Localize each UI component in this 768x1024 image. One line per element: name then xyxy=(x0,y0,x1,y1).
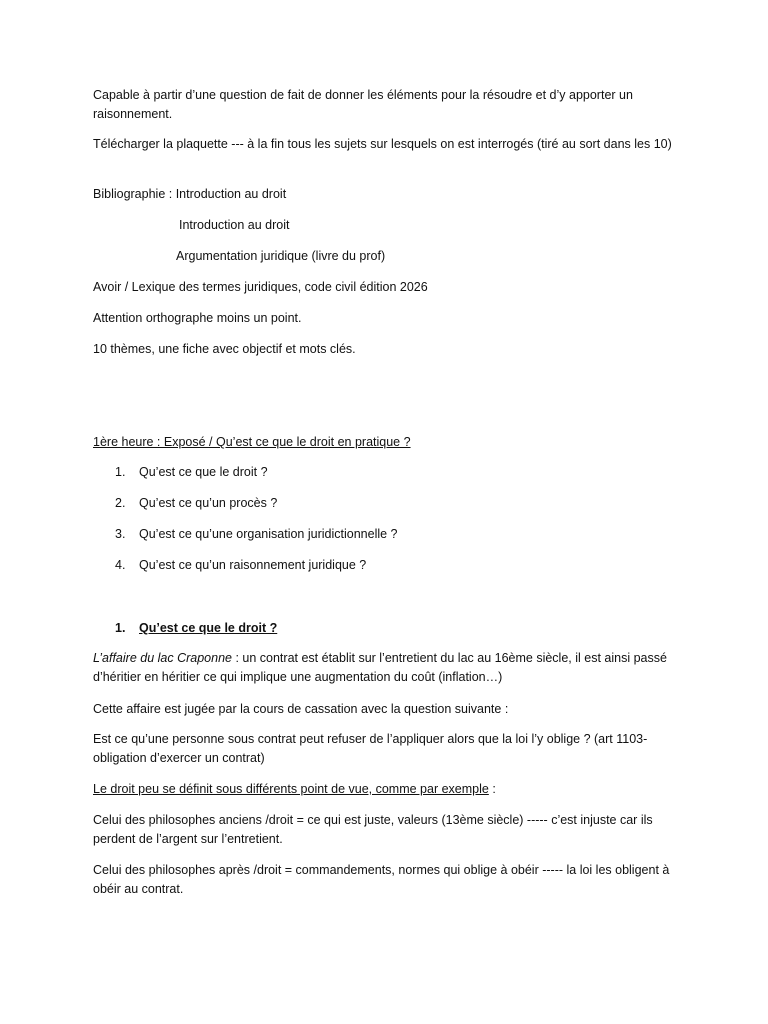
definition-paragraph xyxy=(93,780,678,799)
list-item: Qu’est ce qu’une organisation juridictionnelle ? xyxy=(139,527,398,541)
list-item: Qu’est ce qu’un raisonnement juridique ? xyxy=(139,558,367,572)
definition-underlined: Le droit peu se définit sous différents point de vue, comme par exemple xyxy=(93,782,489,796)
attention-paragraph: Attention orthographe moins un point. xyxy=(93,311,302,325)
list-number: 4. xyxy=(115,558,126,572)
question-paragraph: Est ce qu’une personne sous contrat peut refuser de l’appliquer alors que la loi l’y oblige ? (art 1103-obligation d’exercer un contrat) xyxy=(93,732,648,765)
subsection-title: Qu’est ce que le droit ? xyxy=(139,621,278,635)
list-number: 1. xyxy=(115,465,126,479)
philosophes-anciens-paragraph: Celui des philosophes anciens /droit = ce qui est juste, valeurs (13ème siècle) ----- c’est injuste car ils perdent de l’argent sur l’entretient. xyxy=(93,813,653,846)
list-item: Qu’est ce qu’un procès ? xyxy=(139,496,278,510)
subsection-number: 1. xyxy=(115,621,126,635)
bibliography-item-3: Argumentation juridique (livre du prof) xyxy=(176,249,386,263)
affaire-title: L’affaire du lac Craponne xyxy=(93,651,232,665)
themes-paragraph: 10 thèmes, une fiche avec objectif et mots clés. xyxy=(93,342,356,356)
affaire-paragraph xyxy=(93,649,678,687)
cassation-paragraph: Cette affaire est jugée par la cours de cassation avec la question suivante : xyxy=(93,702,509,716)
philosophes-apres-paragraph: Celui des philosophes après /droit = commandements, normes qui oblige à obéir ----- la loi les obligent à obéir au contrat. xyxy=(93,863,670,896)
bibliography-item-2: Introduction au droit xyxy=(179,218,290,232)
list-number: 3. xyxy=(115,527,126,541)
lexique-paragraph: Avoir / Lexique des termes juridiques, code civil édition 2026 xyxy=(93,280,428,294)
section-heading: 1ère heure : Exposé / Qu’est ce que le droit en pratique ? xyxy=(93,435,411,449)
list-number: 2. xyxy=(115,496,126,510)
intro-paragraph-2: Télécharger la plaquette --- à la fin tous les sujets sur lesquels on est interrogés (tiré au sort dans les 10) xyxy=(93,137,672,151)
definition-tail: : xyxy=(488,782,496,796)
list-item: Qu’est ce que le droit ? xyxy=(139,465,268,479)
affaire-text: : un contrat est établit sur l’entretient du lac au 16ème siècle, il est ainsi passé d’héritier en héritier ce qui implique une augmentation du coût (inflation…) xyxy=(93,651,667,684)
bibliography-label: Bibliographie : Introduction au droit xyxy=(93,187,287,201)
intro-paragraph-1: Capable à partir d’une question de fait de donner les éléments pour la résoudre et d’y apporter un raisonnement. xyxy=(93,88,633,121)
